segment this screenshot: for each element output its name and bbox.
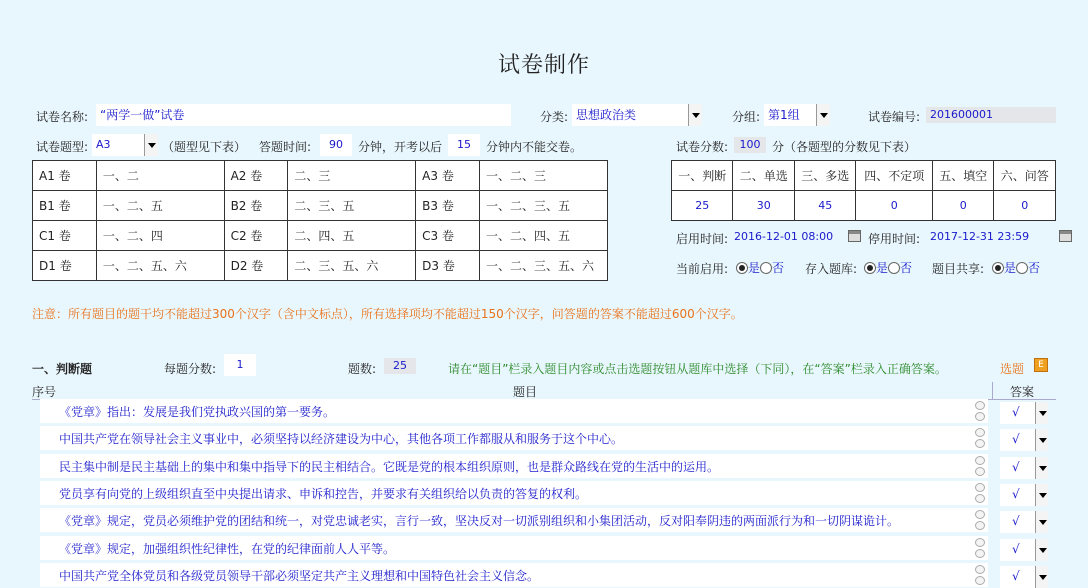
question-input[interactable] <box>40 481 988 505</box>
category-label: 分类: <box>540 110 569 124</box>
paper-type-select[interactable] <box>92 134 158 156</box>
chevron-down-icon[interactable] <box>1035 402 1048 424</box>
score-header-cell: 一、判断 <box>672 161 733 191</box>
answer-value: √ <box>1012 542 1020 556</box>
page-title: 试卷制作 <box>497 53 590 78</box>
score-table <box>671 160 1056 221</box>
scroll-down-icon[interactable] <box>975 439 985 448</box>
score-value-cell[interactable]: 25 <box>672 191 733 221</box>
question-header: 题目 <box>513 385 538 399</box>
question-input[interactable] <box>40 399 988 423</box>
type-key-cell: B1 卷 <box>33 191 97 221</box>
enabled-label: 当前启用: <box>676 262 729 276</box>
question-input[interactable] <box>40 426 988 450</box>
answer-select[interactable] <box>1000 566 1048 588</box>
bank-yes-radio[interactable] <box>864 262 876 274</box>
question-text: 中国共产党全体党员和各级党员领导干部必须坚定共产主义理想和中国特色社会主义信念。 <box>59 569 540 583</box>
scroll-up-icon[interactable] <box>975 565 985 574</box>
type-key-cell: A3 卷 <box>416 161 480 191</box>
chevron-down-icon[interactable] <box>1035 484 1048 506</box>
answer-select[interactable] <box>1000 511 1048 533</box>
question-list-header <box>32 382 1056 400</box>
answer-value: √ <box>1012 569 1020 583</box>
textarea-scrollbar[interactable] <box>974 456 986 476</box>
answer-select[interactable] <box>1000 457 1048 479</box>
group-label: 分组: <box>732 110 761 124</box>
score-value-cell[interactable]: 0 <box>994 191 1056 221</box>
bank-yes-label: 是 <box>876 261 889 275</box>
scroll-up-icon[interactable] <box>975 456 985 465</box>
answer-value: √ <box>1012 405 1020 419</box>
group-value: 第1组 <box>768 108 800 122</box>
types-row <box>33 251 608 281</box>
answer-value: √ <box>1012 514 1020 528</box>
group-select[interactable] <box>764 104 830 126</box>
answer-value: √ <box>1012 432 1020 446</box>
question-text: 《党章》指出：发展是我们党执政兴国的第一要务。 <box>59 405 336 419</box>
enabled-no-radio[interactable] <box>760 262 772 274</box>
min-time-input[interactable]: 15 <box>448 134 480 156</box>
score-header-cell: 四、不定项 <box>856 161 933 191</box>
count-label: 题数: <box>348 362 377 376</box>
scroll-up-icon[interactable] <box>975 510 985 519</box>
stop-time-value[interactable]: 2017-12-31 23:59 <box>930 230 1030 243</box>
enabled-yes-label: 是 <box>748 261 761 275</box>
chevron-down-icon[interactable] <box>1035 566 1048 588</box>
calendar-icon[interactable] <box>848 230 861 242</box>
score-value-cell[interactable]: 45 <box>794 191 855 221</box>
textarea-scrollbar[interactable] <box>974 565 986 585</box>
per-score-label: 每题分数: <box>164 362 217 376</box>
type-value-cell: 一、二、四 <box>96 221 224 251</box>
bank-no-label: 否 <box>900 261 913 275</box>
per-score-input[interactable]: 1 <box>224 354 256 376</box>
paper-types-table <box>32 160 608 281</box>
type-key-cell: C3 卷 <box>416 221 480 251</box>
score-value-cell[interactable]: 0 <box>856 191 933 221</box>
type-value-cell: 一、二、五 <box>96 191 224 221</box>
answer-select[interactable] <box>1000 484 1048 506</box>
paper-score-label: 试卷分数: <box>676 140 729 154</box>
share-label: 题目共享: <box>932 262 985 276</box>
paper-type-label: 试卷题型: <box>36 140 89 154</box>
answer-select[interactable] <box>1000 539 1048 561</box>
section-title: 一、判断题 <box>32 362 93 376</box>
chevron-down-icon[interactable] <box>1035 457 1048 479</box>
textarea-scrollbar[interactable] <box>974 401 986 421</box>
textarea-scrollbar[interactable] <box>974 538 986 558</box>
answer-header: 答案 <box>1010 385 1035 399</box>
type-value-cell: 一、二、五、六 <box>96 251 224 281</box>
answer-time-label: 答题时间: <box>259 140 312 154</box>
type-key-cell: C1 卷 <box>33 221 97 251</box>
answer-time-unit: 分钟，开考以后 <box>358 140 443 154</box>
chevron-down-icon[interactable] <box>688 104 702 126</box>
score-header-cell: 二、单选 <box>733 161 794 191</box>
score-header-cell: 五、填空 <box>932 161 993 191</box>
start-time-label: 启用时间: <box>676 232 729 246</box>
chevron-down-icon[interactable] <box>816 104 830 126</box>
type-key-cell: D1 卷 <box>33 251 97 281</box>
start-time-value[interactable]: 2016-12-01 08:00 <box>734 230 834 243</box>
type-value-cell: 一、二、三、五 <box>480 191 608 221</box>
paper-score-note: 分（各题型的分数见下表） <box>772 140 917 154</box>
category-select[interactable] <box>572 104 702 126</box>
type-value-cell: 二、四、五 <box>288 221 416 251</box>
type-value-cell: 一、二、四、五 <box>480 221 608 251</box>
pick-question-button[interactable]: 选题 <box>1000 362 1025 376</box>
answer-time-input[interactable]: 90 <box>320 134 352 156</box>
textarea-scrollbar[interactable] <box>974 510 986 530</box>
share-yes-label: 是 <box>1004 261 1017 275</box>
paper-type-value: A3 <box>96 138 111 151</box>
paper-code-label: 试卷编号: <box>868 110 921 124</box>
answer-value: √ <box>1012 487 1020 501</box>
enabled-radio-group[interactable] <box>736 259 784 276</box>
share-yes-radio[interactable] <box>992 262 1004 274</box>
scroll-down-icon[interactable] <box>975 412 985 421</box>
share-radio-group[interactable] <box>992 259 1040 276</box>
answer-select[interactable] <box>1000 402 1048 424</box>
textarea-scrollbar[interactable] <box>974 483 986 503</box>
scroll-up-icon[interactable] <box>975 538 985 547</box>
scroll-down-icon[interactable] <box>975 521 985 530</box>
pick-question-icon[interactable]: E <box>1034 358 1048 372</box>
question-text: 党员享有向党的上级组织直至中央提出请求、申诉和控告，并要求有关组织给以负责的答复的权利。 <box>59 487 588 501</box>
question-input[interactable] <box>40 536 988 560</box>
chevron-down-icon[interactable] <box>1035 429 1048 451</box>
type-key-cell: B3 卷 <box>416 191 480 221</box>
paper-type-note: （题型见下表） <box>162 140 247 154</box>
question-text: 《党章》规定，加强组织性纪律性，在党的纪律面前人人平等。 <box>59 542 396 556</box>
question-input[interactable] <box>40 454 988 478</box>
calendar-icon[interactable] <box>1059 230 1072 242</box>
chevron-down-icon[interactable] <box>1035 511 1048 533</box>
enabled-no-label: 否 <box>772 261 785 275</box>
types-row <box>33 191 608 221</box>
scroll-up-icon[interactable] <box>975 428 985 437</box>
type-key-cell: D3 卷 <box>416 251 480 281</box>
score-value-cell[interactable]: 30 <box>733 191 794 221</box>
scroll-down-icon[interactable] <box>975 549 985 558</box>
paper-score-field: 100 <box>734 137 766 153</box>
type-value-cell: 一、二、三 <box>480 161 608 191</box>
question-input[interactable] <box>40 563 988 587</box>
paper-name-input[interactable]: “两学一做”试卷 <box>96 104 511 126</box>
category-value: 思想政治类 <box>576 108 637 122</box>
score-header-cell: 三、多选 <box>794 161 855 191</box>
type-key-cell: A2 卷 <box>224 161 288 191</box>
types-row <box>33 161 608 191</box>
chevron-down-icon[interactable] <box>1035 539 1048 561</box>
question-text: 中国共产党在领导社会主义事业中，必须坚持以经济建设为中心，其他各项工作都服从和服务于这个中心。 <box>59 432 624 446</box>
type-key-cell: C2 卷 <box>224 221 288 251</box>
count-field: 25 <box>384 358 416 374</box>
num-header: 序号 <box>32 385 57 399</box>
bank-label: 存入题库: <box>805 262 858 276</box>
type-key-cell: D2 卷 <box>224 251 288 281</box>
scroll-up-icon[interactable] <box>975 483 985 492</box>
notice-text: 注意：所有题目的题干均不能超过300个汉字（含中文标点），所有选择项均不能超过150个汉字，问答题的答案不能超过600个汉字。 <box>32 307 743 321</box>
type-value-cell: 一、二 <box>96 161 224 191</box>
score-value-cell[interactable]: 0 <box>932 191 993 221</box>
enabled-yes-radio[interactable] <box>736 262 748 274</box>
question-input[interactable] <box>40 508 988 532</box>
scroll-down-icon[interactable] <box>975 576 985 585</box>
type-value-cell: 二、三、五 <box>288 191 416 221</box>
textarea-scrollbar[interactable] <box>974 428 986 448</box>
min-time-unit: 分钟内不能交卷。 <box>486 140 583 154</box>
question-text: 民主集中制是民主基础上的集中和集中指导下的民主相结合。它既是党的根本组织原则，也是群众路线在党的生活中的运用。 <box>59 460 720 474</box>
chevron-down-icon[interactable] <box>144 134 158 156</box>
header-divider <box>992 382 993 400</box>
type-key-cell: A1 卷 <box>33 161 97 191</box>
scroll-down-icon[interactable] <box>975 494 985 503</box>
stop-time-label: 停用时间: <box>868 232 921 246</box>
bank-no-radio[interactable] <box>888 262 900 274</box>
type-value-cell: 二、三 <box>288 161 416 191</box>
share-no-label: 否 <box>1028 261 1041 275</box>
answer-select[interactable] <box>1000 429 1048 451</box>
paper-code-field: 201600001 <box>926 107 1056 123</box>
scroll-down-icon[interactable] <box>975 467 985 476</box>
scroll-up-icon[interactable] <box>975 401 985 410</box>
paper-name-label: 试卷名称: <box>36 110 89 124</box>
types-row <box>33 221 608 251</box>
score-header-cell: 六、问答 <box>994 161 1056 191</box>
type-key-cell: B2 卷 <box>224 191 288 221</box>
share-no-radio[interactable] <box>1016 262 1028 274</box>
answer-value: √ <box>1012 460 1020 474</box>
question-text: 《党章》规定，党员必须维护党的团结和统一，对党忠诚老实，言行一致，坚决反对一切派别组织和小集团活动，反对阳奉阴违的两面派行为和一切阴谋诡计。 <box>59 514 900 528</box>
bank-radio-group[interactable] <box>864 259 912 276</box>
section-hint: 请在“题目”栏录入题目内容或点击选题按钮从题库中选择（下同），在“答案”栏录入正确答案。 <box>448 362 947 376</box>
type-value-cell: 二、三、五、六 <box>288 251 416 281</box>
type-value-cell: 一、二、三、五、六 <box>480 251 608 281</box>
